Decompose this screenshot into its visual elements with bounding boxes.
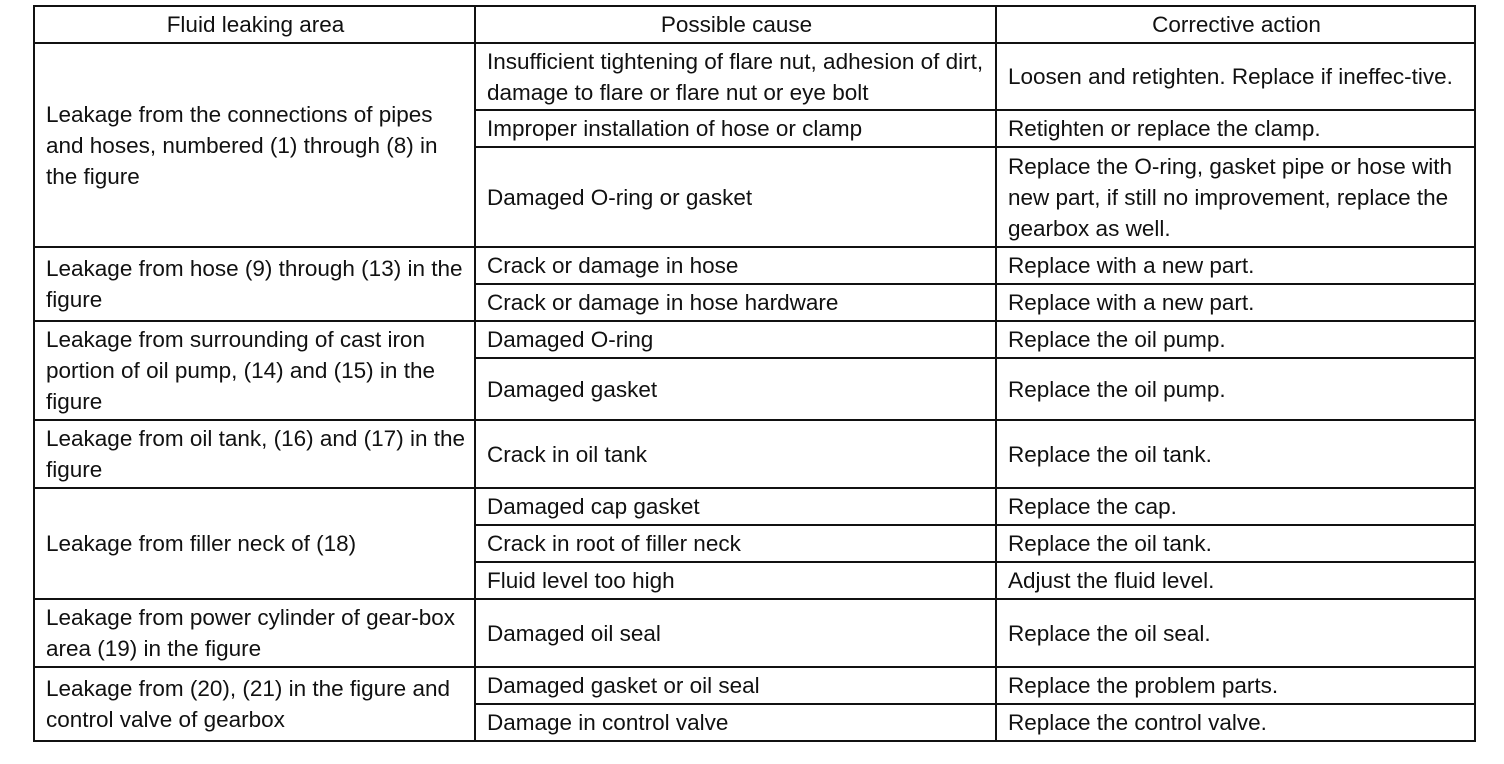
cause-cell: Crack in root of filler neck [475,525,996,562]
cause-cell: Insufficient tightening of flare nut, adhesion of dirt, damage to flare or flare nut or eye bolt [475,43,996,110]
cause-cell: Crack or damage in hose [475,247,996,284]
header-corrective-action: Corrective action [996,6,1475,43]
table-row [34,420,1475,488]
cause-cell: Crack or damage in hose hardware [475,284,996,321]
header-row [34,6,1475,43]
action-cell: Replace the cap. [996,488,1475,525]
action-cell: Replace with a new part. [996,284,1475,321]
action-cell: Retighten or replace the clamp. [996,110,1475,147]
leak-area-cell: Leakage from (20), (21) in the figure and control valve of gearbox [34,667,475,741]
leak-area-cell: Leakage from power cylinder of gear-box area (19) in the figure [34,599,475,667]
cause-cell: Damaged gasket or oil seal [475,667,996,704]
action-cell: Replace the oil seal. [996,599,1475,667]
table-row [34,43,1475,110]
action-cell: Replace the oil tank. [996,525,1475,562]
table-row [34,321,1475,358]
header-possible-cause: Possible cause [475,6,996,43]
leak-area-cell: Leakage from filler neck of (18) [34,488,475,599]
action-cell: Replace the oil pump. [996,358,1475,420]
table-row [34,488,1475,525]
table-row [34,667,1475,704]
action-cell: Replace the oil pump. [996,321,1475,358]
action-cell: Replace the problem parts. [996,667,1475,704]
action-cell: Replace with a new part. [996,247,1475,284]
cause-cell: Damaged cap gasket [475,488,996,525]
cause-cell: Damaged O-ring or gasket [475,147,996,247]
table-row [34,247,1475,284]
leak-area-cell: Leakage from oil tank, (16) and (17) in the figure [34,420,475,488]
cause-cell: Improper installation of hose or clamp [475,110,996,147]
leak-diagnosis-table [33,5,1476,742]
leak-area-cell: Leakage from surrounding of cast iron portion of oil pump, (14) and (15) in the figure [34,321,475,420]
cause-cell: Crack in oil tank [475,420,996,488]
cause-cell: Damaged O-ring [475,321,996,358]
action-cell: Replace the oil tank. [996,420,1475,488]
action-cell: Replace the O-ring, gasket pipe or hose with new part, if still no improvement, replace the gearbox as well. [996,147,1475,247]
cause-cell: Damage in control valve [475,704,996,741]
table-row [34,599,1475,667]
cause-cell: Damaged gasket [475,358,996,420]
action-cell: Loosen and retighten. Replace if ineffec-tive. [996,43,1475,110]
header-fluid-leaking-area: Fluid leaking area [34,6,475,43]
leak-area-cell: Leakage from the connections of pipes and hoses, numbered (1) through (8) in the figure [34,43,475,247]
action-cell: Adjust the fluid level. [996,562,1475,599]
cause-cell: Damaged oil seal [475,599,996,667]
action-cell: Replace the control valve. [996,704,1475,741]
leak-area-cell: Leakage from hose (9) through (13) in the figure [34,247,475,321]
cause-cell: Fluid level too high [475,562,996,599]
